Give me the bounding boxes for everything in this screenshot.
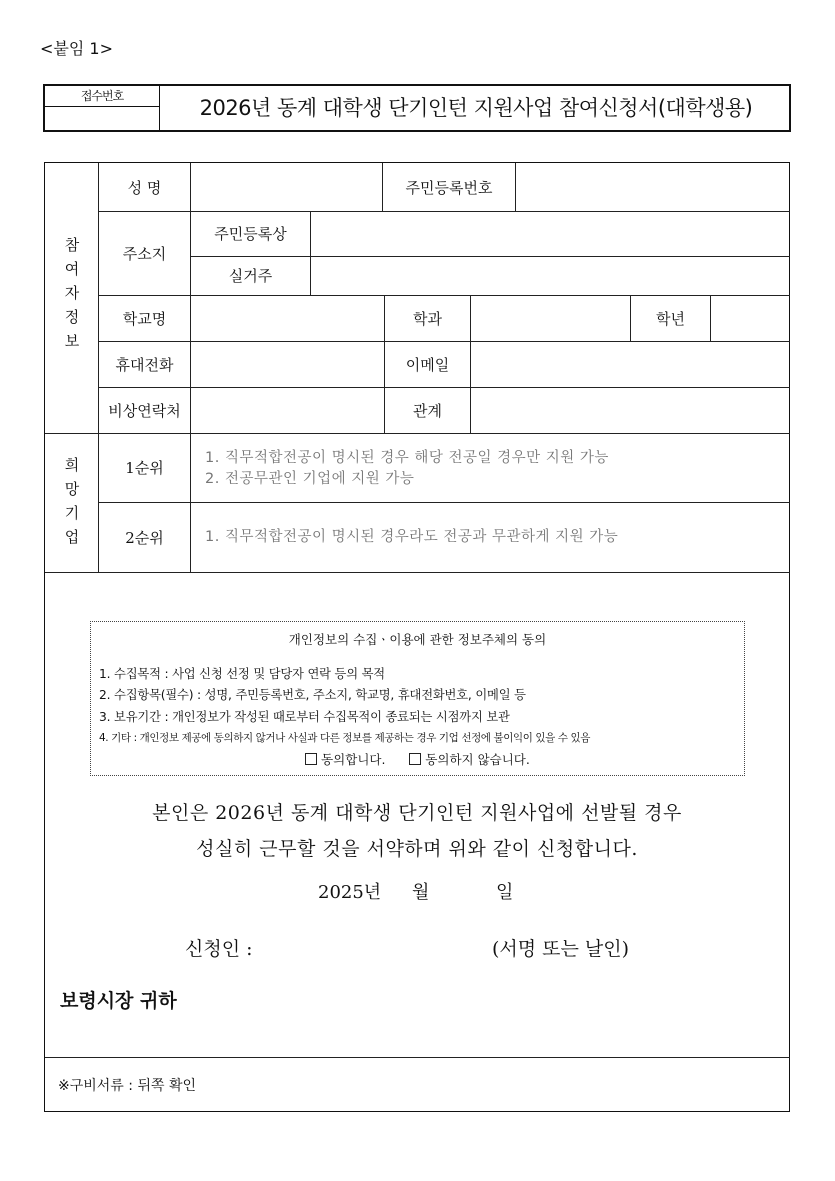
department-input[interactable] bbox=[471, 295, 630, 341]
mobile-label: 휴대전화 bbox=[115, 355, 174, 374]
grade-input[interactable] bbox=[711, 295, 790, 341]
email-label: 이메일 bbox=[405, 355, 450, 374]
pledge-line-2: 성실히 근무할 것을 서약하며 위와 같이 신청합니다. bbox=[196, 838, 638, 860]
attachment-label: <붙임 1> bbox=[40, 39, 113, 58]
consent-options bbox=[91, 750, 744, 768]
document-title: 2026년 동계 대학생 단기인턴 지원사업 참여신청서(대학생용) bbox=[199, 96, 753, 120]
school-label: 학교명 bbox=[122, 309, 167, 328]
consent-item: 3. 보유기간 : 개인정보가 작성된 때로부터 수집목적이 종료되는 시점까지 보관 bbox=[99, 710, 510, 724]
rank1-label: 1순위 bbox=[125, 459, 164, 477]
grade-label: 학년 bbox=[656, 309, 685, 328]
date-year: 2025년 bbox=[318, 882, 382, 903]
relation-label: 관계 bbox=[413, 401, 442, 420]
consent-item: 2. 수집항목(필수) : 성명, 주민등록번호, 주소지, 학교명, 휴대전화번호, 이메일 등 bbox=[99, 688, 526, 702]
rank2-label: 2순위 bbox=[125, 528, 164, 547]
applicant-name-field[interactable] bbox=[285, 930, 485, 958]
department-label: 학과 bbox=[413, 309, 442, 328]
receipt-number-label: 접수번호 bbox=[45, 86, 159, 107]
school-input[interactable] bbox=[191, 295, 384, 341]
applicant-section-label: 참 여 자 정 보 bbox=[64, 236, 80, 350]
date-month: 월 bbox=[412, 882, 430, 903]
rrn-label: 주민등록번호 bbox=[405, 178, 493, 197]
consent-item: 1. 수집목적 : 사업 신청 선정 및 담당자 연락 등의 목적 bbox=[99, 667, 385, 681]
form-header bbox=[43, 84, 791, 132]
pledge-line-1: 본인은 2026년 동계 대학생 단기인턴 지원사업에 선발될 경우 bbox=[152, 802, 682, 824]
disagree-option[interactable]: 동의하지 않습니다. bbox=[409, 752, 530, 767]
consent-title: 개인정보의 수집ㆍ이용에 관한 정보주체의 동의 bbox=[288, 632, 547, 647]
address-actual-label: 실거주 bbox=[228, 267, 273, 285]
emergency-contact-label: 비상연락처 bbox=[108, 401, 181, 420]
rank1-hint[interactable]: 1. 직무적합전공이 명시된 경우 해당 전공일 경우만 지원 가능 2. 전공무관인 기업에 지원 가능 bbox=[205, 450, 609, 487]
name-label: 성 명 bbox=[127, 178, 162, 197]
signature-note: (서명 또는 날인) bbox=[492, 938, 630, 960]
mobile-input[interactable] bbox=[191, 341, 384, 387]
disagree-checkbox[interactable] bbox=[409, 753, 421, 765]
address-registered-input[interactable] bbox=[311, 211, 790, 256]
agree-checkbox[interactable] bbox=[305, 753, 317, 765]
privacy-consent-box bbox=[90, 621, 745, 776]
address-actual-input[interactable] bbox=[311, 256, 790, 295]
address-label: 주소지 bbox=[122, 244, 167, 263]
agree-option[interactable]: 동의합니다. bbox=[305, 752, 385, 767]
email-input[interactable] bbox=[471, 341, 790, 387]
rrn-input[interactable] bbox=[516, 163, 790, 211]
address-registered-label: 주민등록상 bbox=[214, 225, 287, 243]
applicant-label: 신청인 : bbox=[185, 938, 253, 960]
company-section-label: 희 망 기 업 bbox=[64, 456, 80, 546]
date-day: 일 bbox=[496, 882, 514, 903]
receipt-number-cell bbox=[45, 86, 160, 130]
addressee: 보령시장 귀하 bbox=[60, 990, 177, 1012]
name-input[interactable] bbox=[191, 163, 382, 211]
emergency-contact-input[interactable] bbox=[191, 387, 384, 433]
required-documents-note: ※구비서류 : 뒤쪽 확인 bbox=[58, 1078, 196, 1094]
relation-input[interactable] bbox=[471, 387, 790, 433]
rank2-hint[interactable]: 1. 직무적합전공이 명시된 경우라도 전공과 무관하게 지원 가능 bbox=[205, 529, 619, 545]
consent-item: 4. 기타 : 개인정보 제공에 동의하지 않거나 사실과 다른 정보를 제공하는 경우 기업 선정에 불이익이 있을 수 있음 bbox=[99, 732, 590, 744]
